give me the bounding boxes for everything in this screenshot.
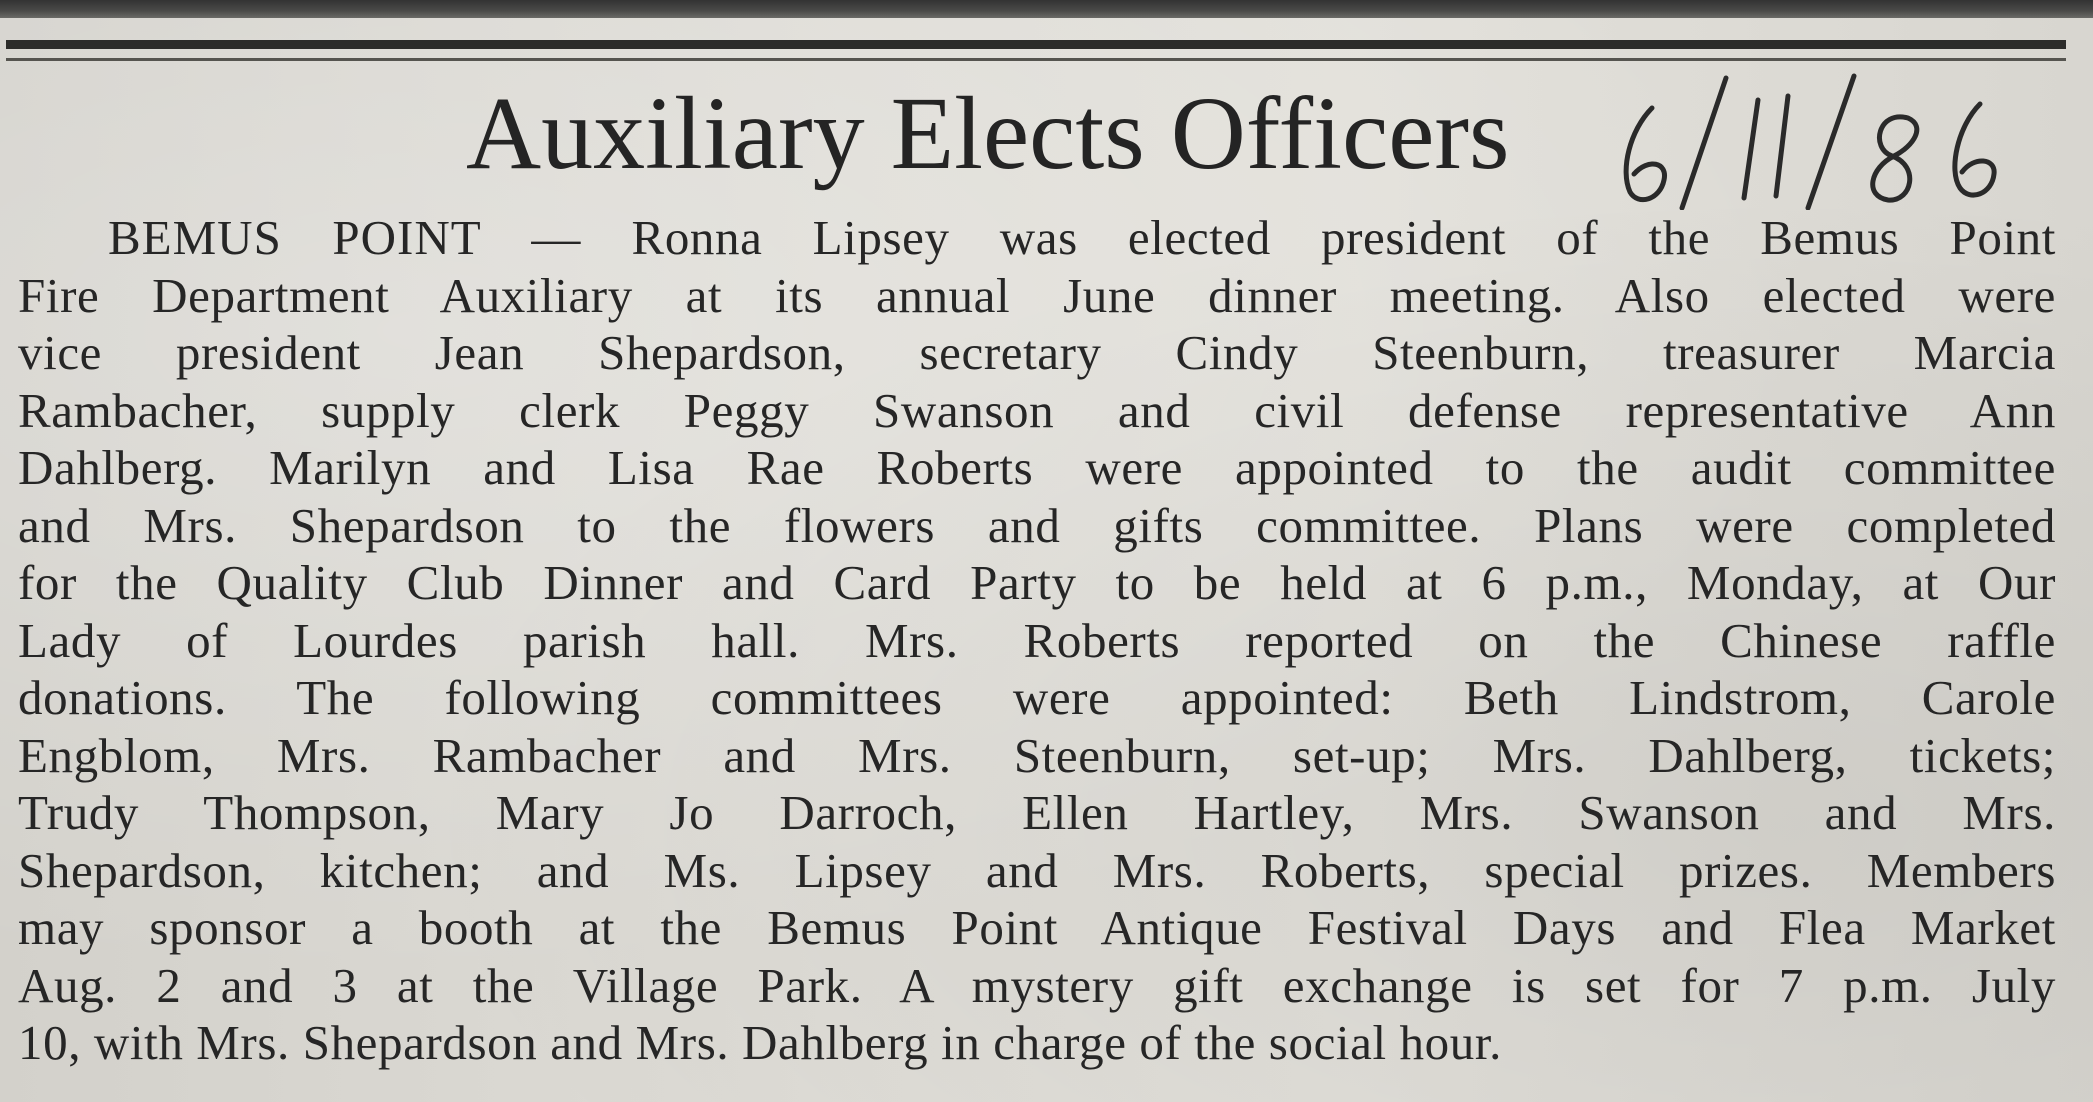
dateline: BEMUS POINT — bbox=[108, 210, 582, 265]
article-line: BEMUS POINT — Ronna Lipsey was elected president of the Bemus Point bbox=[108, 210, 2056, 265]
article-body bbox=[18, 209, 2056, 1072]
article-line: Trudy Thompson, Mary Jo Darroch, Ellen Hartley, Mrs. Swanson and Mrs. bbox=[18, 785, 2056, 840]
column-top-border bbox=[0, 0, 2093, 18]
handwritten-date bbox=[1608, 70, 2038, 210]
article-line: vice president Jean Shepardson, secretary Cindy Steenburn, treasurer Marcia bbox=[18, 325, 2056, 380]
section-rule-thick bbox=[6, 40, 2066, 49]
article-line: Lady of Lourdes parish hall. Mrs. Roberts reported on the Chinese raffle bbox=[18, 612, 2056, 668]
article-line: 10, with Mrs. Shepardson and Mrs. Dahlberg in charge of the social hour. bbox=[18, 1015, 1502, 1070]
section-rule-thin bbox=[6, 58, 2066, 61]
article-line: Shepardson, kitchen; and Ms. Lipsey and Mrs. Roberts, special prizes. Members bbox=[18, 842, 2056, 898]
article-line: Fire Department Auxiliary at its annual June dinner meeting. Also elected were bbox=[18, 267, 2056, 323]
article-line: may sponsor a booth at the Bemus Point Antique Festival Days and Flea Market bbox=[18, 900, 2056, 955]
article-line: Rambacher, supply clerk Peggy Swanson and civil defense representative Ann bbox=[18, 382, 2056, 438]
article-line: for the Quality Club Dinner and Card Party to be held at 6 p.m., Monday, at Our bbox=[18, 555, 2056, 610]
article-line: Dahlberg. Marilyn and Lisa Rae Roberts were appointed to the audit committee bbox=[18, 440, 2056, 495]
article-line: Engblom, Mrs. Rambacher and Mrs. Steenburn, set-up; Mrs. Dahlberg, tickets; bbox=[18, 727, 2056, 783]
article-line: Aug. 2 and 3 at the Village Park. A mystery gift exchange is set for 7 p.m. July bbox=[18, 957, 2056, 1013]
article-line: and Mrs. Shepardson to the flowers and gifts committee. Plans were completed bbox=[18, 497, 2056, 553]
article-headline: Auxiliary Elects Officers bbox=[466, 76, 1510, 191]
article-line: donations. The following committees were appointed: Beth Lindstrom, Carole bbox=[18, 670, 2056, 725]
